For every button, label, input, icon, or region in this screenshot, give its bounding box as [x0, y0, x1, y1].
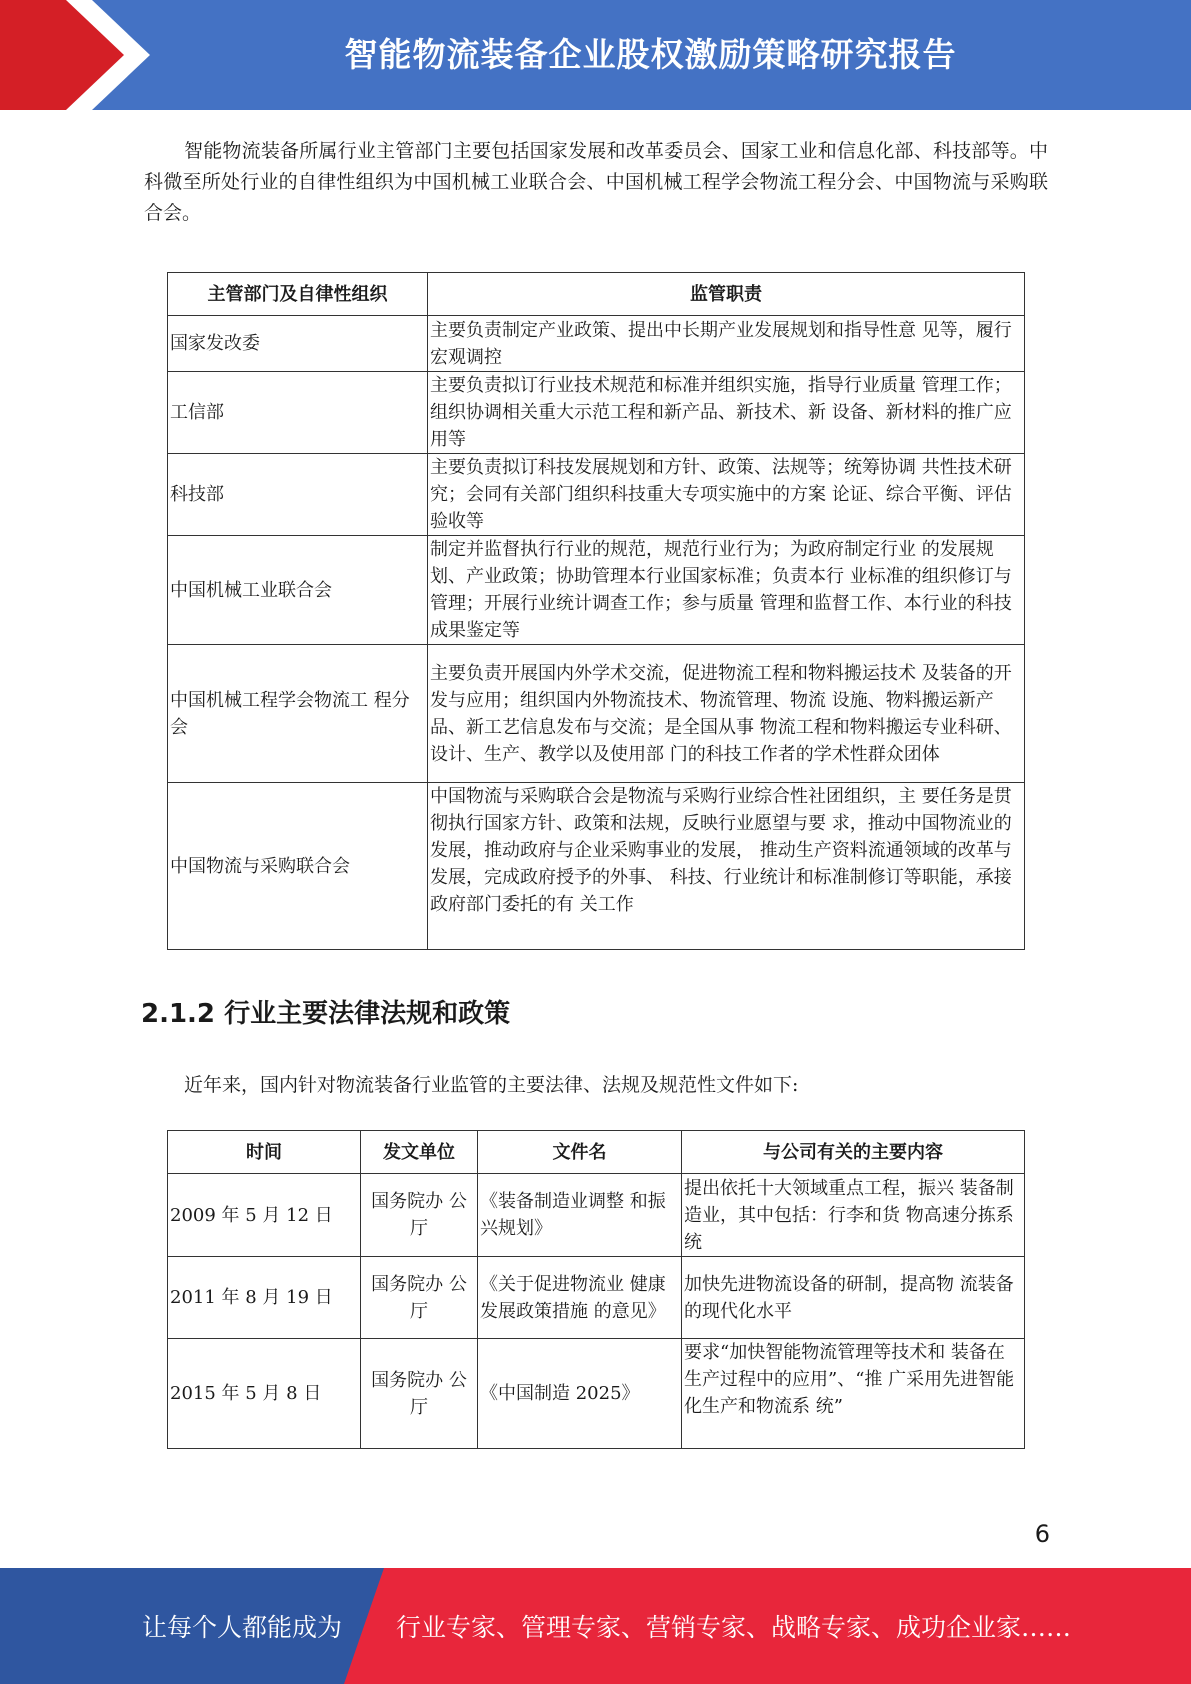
duty-cell: 中国物流与采购联合会是物流与采购行业综合性社团组织，主 要任务是贯彻执行国家方针、政策和法规，反映行业愿望与要 求，推动中国物流业的发展，推动政府与企业采购事业的发展， 推动生产资料流通领域的改革与发展，完成政府授予的外事、 科技、行业统计和标准制修订等职能，承接政府部门委托的有 关工作 — [428, 783, 1025, 950]
duty-cell: 主要负责开展国内外学术交流，促进物流工程和物料搬运技术 及装备的开发与应用；组织国内外物流技术、物流管理、物流 设施、物料搬运新产品、新工艺信息发布与交流；是全国从事 物流工程和物料搬运专业科研、设计、生产、教学以及使用部 门的科技工作者的学术性群众团体 — [428, 645, 1025, 783]
column-header: 与公司有关的主要内容 — [682, 1131, 1025, 1174]
org-cell: 中国机械工程学会物流工 程分会 — [168, 645, 428, 783]
table-row — [168, 1174, 1025, 1257]
page-header — [0, 0, 1191, 110]
table-row — [168, 372, 1025, 454]
table-row — [168, 454, 1025, 536]
issuer-cell: 国务院办 公厅 — [361, 1339, 478, 1449]
duty-cell: 制定并监督执行行业的规范，规范行业行为；为政府制定行业 的发展规划、产业政策；协助管理本行业国家标准；负责本行 业标准的组织修订与管理；开展行业统计调查工作；参与质量 管理和监督工作、本行业的科技成果鉴定等 — [428, 536, 1025, 645]
table-row — [168, 316, 1025, 372]
issuer-cell: 国务院办 公厅 — [361, 1174, 478, 1257]
footer-slogan-right: 行业专家、管理专家、营销专家、战略专家、成功企业家…… — [396, 1613, 1072, 1642]
duty-cell: 主要负责拟订科技发展规划和方针、政策、法规等；统筹协调 共性技术研究；会同有关部门组织科技重大专项实施中的方案 论证、综合平衡、评估验收等 — [428, 454, 1025, 536]
column-header: 时间 — [168, 1131, 361, 1174]
section-heading: 2.1.2 行业主要法律法规和政策 — [141, 999, 511, 1029]
footer-slogan-left: 让每个人都能成为 — [142, 1613, 343, 1642]
org-cell: 科技部 — [168, 454, 428, 536]
table-row — [168, 536, 1025, 645]
duty-cell: 主要负责拟订行业技术规范和标准并组织实施，指导行业质量 管理工作；组织协调相关重大示范工程和新产品、新技术、新 设备、新材料的推广应用等 — [428, 372, 1025, 454]
table-header-row — [168, 1131, 1025, 1174]
org-cell: 国家发改委 — [168, 316, 428, 372]
document-cell: 《中国制造 2025》 — [478, 1339, 682, 1449]
date-cell: 2015 年 5 月 8 日 — [168, 1339, 361, 1449]
org-cell: 中国物流与采购联合会 — [168, 783, 428, 950]
regulator-table — [167, 272, 1025, 950]
document-cell: 《装备制造业调整 和振兴规划》 — [478, 1174, 682, 1257]
content-cell: 加快先进物流设备的研制，提高物 流装备的现代化水平 — [682, 1257, 1025, 1339]
policy-table — [167, 1130, 1025, 1449]
content-cell: 提出依托十大领域重点工程，振兴 装备制造业，其中包括：行李和货 物高速分拣系统 — [682, 1174, 1025, 1257]
issuer-cell: 国务院办 公厅 — [361, 1257, 478, 1339]
section-paragraph: 近年来，国内针对物流装备行业监管的主要法律、法规及规范性文件如下: — [184, 1074, 799, 1096]
table-row — [168, 1257, 1025, 1339]
org-cell: 工信部 — [168, 372, 428, 454]
column-header: 文件名 — [478, 1131, 682, 1174]
table-row — [168, 1339, 1025, 1449]
page-number: 6 — [1034, 1520, 1050, 1548]
duty-cell: 主要负责制定产业政策、提出中长期产业发展规划和指导性意 见等，履行宏观调控 — [428, 316, 1025, 372]
table-header-row — [168, 273, 1025, 316]
page-footer — [0, 1568, 1191, 1684]
table-row — [168, 783, 1025, 950]
report-title: 智能物流装备企业股权激励策略研究报告 — [344, 34, 957, 74]
date-cell: 2011 年 8 月 19 日 — [168, 1257, 361, 1339]
column-header: 发文单位 — [361, 1131, 478, 1174]
content-cell: 要求“加快智能物流管理等技术和 装备在生产过程中的应用”、“推 广采用先进智能化生产和物流系 统” — [682, 1339, 1025, 1449]
document-cell: 《关于促进物流业 健康发展政策措施 的意见》 — [478, 1257, 682, 1339]
table-row — [168, 645, 1025, 783]
intro-paragraph: 智能物流装备所属行业主管部门主要包括国家发展和改革委员会、国家工业和信息化部、科技部等。中科微至所处行业的自律性组织为中国机械工业联合会、中国机械工程学会物流工程分会、中国物流与采购联合会。 — [144, 140, 1048, 224]
date-cell: 2009 年 5 月 12 日 — [168, 1174, 361, 1257]
column-header: 监管职责 — [428, 273, 1025, 316]
org-cell: 中国机械工业联合会 — [168, 536, 428, 645]
column-header: 主管部门及自律性组织 — [168, 273, 428, 316]
header-chevron-decoration — [0, 0, 160, 110]
